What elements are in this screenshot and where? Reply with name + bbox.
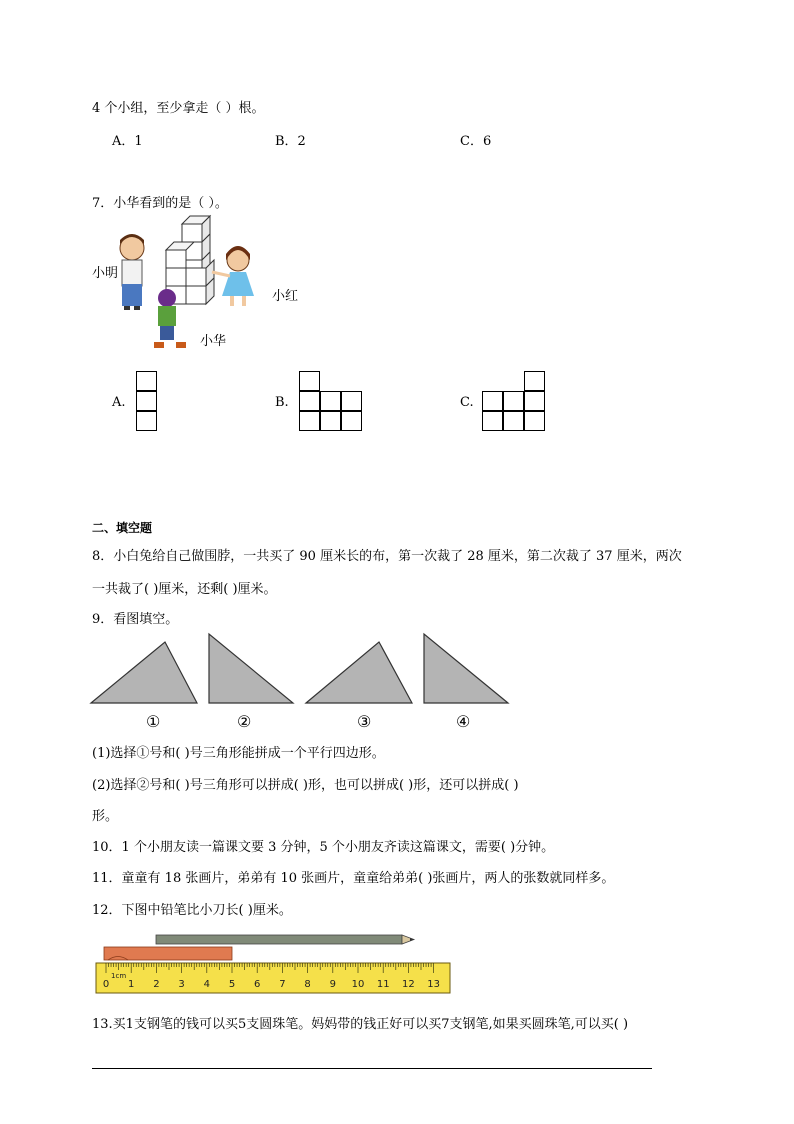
ruler-tick-label: 5 (228, 979, 236, 990)
xiaohong-figure (212, 246, 254, 306)
cube-stack (166, 216, 214, 304)
q9-stem: 9．看图填空。 (92, 612, 179, 627)
ruler-tick-label: 2 (153, 979, 160, 990)
triangle-label-4: ④ (456, 712, 471, 731)
q9-sub2-tail: 形。 (92, 809, 119, 824)
ruler-tick-label: 3 (178, 979, 185, 990)
ruler-tick-label: 7 (279, 979, 286, 990)
ruler-tick-label: 13 (427, 979, 440, 990)
ruler-tick-label: 6 (254, 979, 261, 990)
ruler-tick-label: 11 (376, 979, 390, 990)
pencil (156, 935, 414, 944)
xiaohua-label: 小华 (200, 334, 227, 349)
q10-text: 10．1 个小朋友读一篇课文要 3 分钟，5 个小朋友齐读这篇课文，需要( )分钟。 (92, 840, 555, 855)
xiaohong-label: 小红 (272, 289, 299, 304)
q9-triangles (88, 630, 518, 710)
q7-option-b-label: B. (275, 395, 289, 410)
q11-text: 11．童童有 18 张画片，弟弟有 10 张画片，童童给弟弟( )张画片，两人的张数就同样多。 (92, 871, 615, 886)
q8-line1: 8．小白兔给自己做围脖，一共买了 90 厘米长的布，第一次裁了 28 厘米，第二次裁了 37 厘米，两次 (92, 549, 682, 564)
ruler-tick-label: 8 (304, 979, 311, 990)
bottom-rule (92, 1068, 652, 1069)
ruler-body (96, 963, 450, 993)
triangle-4 (424, 634, 508, 703)
q7-option-a-label: A. (112, 395, 126, 410)
ruler-brand: 1cm (111, 972, 127, 980)
q7-option-c-label: C. (460, 395, 474, 410)
ruler-tick-label: 9 (329, 979, 336, 990)
section-title: 二、填空题 (92, 521, 153, 535)
ruler-tick-label: 4 (203, 979, 210, 990)
knife (104, 947, 232, 960)
ruler-tick-label: 1 (128, 979, 135, 990)
ruler-tick-label: 0 (102, 979, 110, 990)
triangle-label-3: ③ (357, 712, 372, 731)
q6-option-b: B．2 (275, 134, 306, 149)
q6-option-c: C．6 (460, 134, 492, 149)
triangle-1 (91, 642, 197, 703)
q9-sub1: (1)选择①号和( )号三角形能拼成一个平行四边形。 (92, 746, 385, 761)
q12-text: 12．下图中铅笔比小刀长( )厘米。 (92, 903, 292, 918)
triangle-label-1: ① (146, 712, 161, 731)
xiaoming-label: 小明 (92, 266, 119, 281)
q7-stem: 7．小华看到的是（ ）。 (92, 196, 228, 211)
q8-line2: 一共裁了( )厘米，还剩( )厘米。 (92, 582, 277, 597)
triangle-label-2: ② (237, 712, 252, 731)
xiaoming-figure (120, 234, 144, 310)
q6-stem-tail: 4 个小组，至少拿走（ ）根。 (92, 101, 265, 116)
q13-text: 13.买1支钢笔的钱可以买5支圆珠笔。妈妈带的钱正好可以买7支钢笔,如果买圆珠笔,可以买( ) (92, 1017, 629, 1032)
q7-illustration (90, 210, 290, 360)
triangle-2 (209, 634, 293, 703)
q9-sub2: (2)选择②号和( )号三角形可以拼成( )形，也可以拼成( )形，还可以拼成( ) (92, 778, 519, 793)
ruler-tick-label: 12 (402, 979, 415, 990)
ruler-tick-label: 10 (351, 979, 365, 990)
triangle-3 (306, 642, 412, 703)
q6-option-a: A．1 (112, 134, 143, 149)
q12-ruler-figure (94, 930, 456, 996)
